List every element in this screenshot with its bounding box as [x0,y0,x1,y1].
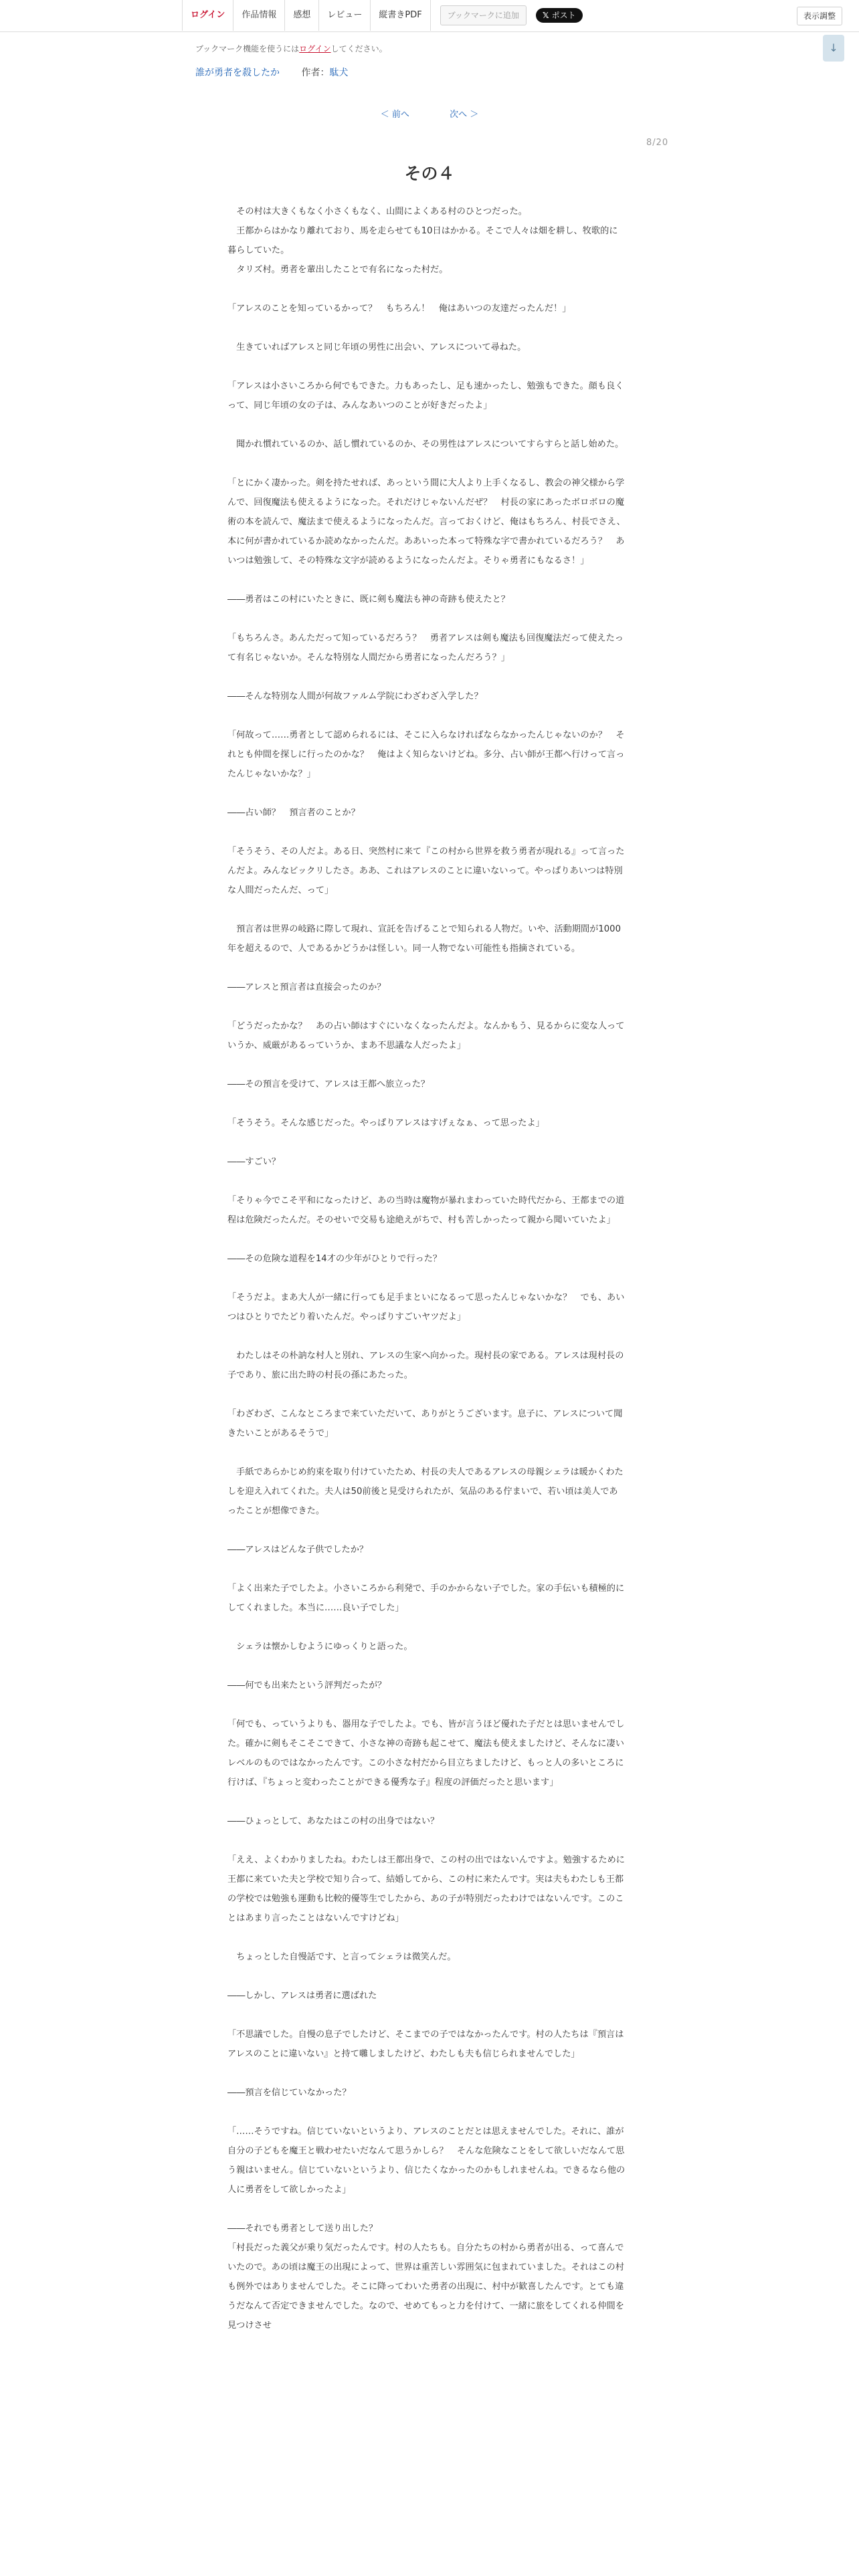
body-paragraph: 「そうそう、その人だよ。ある日、突然村に来て『この村から世界を救う勇者が現れる』って言ったんだよ。みんなビックリしたさ。ああ、これはアレスのことに違いないって。やっぱりあいつは特別な人間だったんだ、って」 [227,847,625,895]
nav-work-info[interactable]: 作品情報 [233,0,285,31]
body-paragraph: その村は大きくもなく小さくもなく、山間によくある村のひとつだった。 [227,207,527,217]
body-paragraph: ――すごい？ [227,1157,281,1167]
body-paragraph: 「もちろんさ。あんただって知っているだろう？ 勇者アレスは剣も魔法も回復魔法だって使えたって有名じゃないか。そんな特別な人間だから勇者になったんだろう？」 [227,633,624,663]
body-paragraph: ――占い師？ 預言者のことか？ [227,808,360,818]
work-info [195,66,348,79]
scroll-down-button[interactable] [823,35,844,62]
nav-review[interactable]: レビュー [319,0,371,31]
body-paragraph: ――ひょっとして、あなたはこの村の出身ではない？ [227,1816,440,1826]
body-paragraph: 生きていればアレスと同じ年頃の男性に出会い、アレスについて尋ねた。 [227,342,527,352]
body-paragraph: シェラは懐かしむようにゆっくりと語った。 [227,1642,413,1652]
notice-suffix: してください。 [330,44,387,53]
body-paragraph: 「アレスのことを知っているかって？ もちろん！ 俺はあいつの友達だったんだ！」 [227,304,571,314]
body-paragraph: 聞かれ慣れているのか、話し慣れているのか、その男性はアレスについてすらすらと話し始めた。 [227,439,624,449]
body-paragraph: 「わざわざ、こんなところまで来ていただいて、ありがとうございます。息子に、アレスについて聞きたいことがあるそうで」 [227,1409,623,1438]
body-paragraph: 「村長だった義父が乗り気だったんです。村の人たちも。自分たちの村から勇者が出る、って喜んでいたので。あの頃は魔王の出現によって、世界は重苦しい雰囲気に包まれていました。それはこの村も例外ではありませんでした。そこに降ってわいた勇者の出現に、村中が歓喜したんです。とても違うだなんて否定できませんでした。なので、せめてもっと力を付けて、一緒に旅をしてくれる仲間を見つけさせ [227,2243,624,2331]
notice-login-link[interactable]: ログイン [299,44,331,53]
next-page-link[interactable]: 次へ ＞ [450,110,479,120]
bookmark-add-button[interactable]: ブックマークに追加 [440,5,527,25]
body-paragraph: わたしはその朴訥な村人と別れ、アレスの生家へ向かった。現村長の家である。アレスは現村長の子であり、旅に出た時の村長の孫にあたった。 [227,1351,624,1380]
x-share-button[interactable] [536,8,583,23]
body-paragraph: 「アレスは小さいころから何でもできた。力もあったし、足も速かったし、勉強もできた。顔も良くって、同じ年頃の女の子は、みんなあいつのことが好きだったよ」 [227,381,624,411]
body-paragraph: ――その危険な道程を14才の少年がひとりで行った？ [227,1254,442,1264]
body-paragraph: 「そうだよ。まあ大人が一緒に行っても足手まといになるって思ったんじゃないかな？ でも、あいつはひとりでたどり着いたんだ。やっぱりすごいヤツだよ」 [227,1293,625,1322]
body-paragraph: ――アレスと預言者は直接会ったのか？ [227,982,386,992]
body-paragraph: ――しかし、アレスは勇者に選ばれた [227,1991,377,2001]
body-paragraph: ――アレスはどんな子供でしたか？ [227,1545,369,1555]
header-nav [182,0,677,31]
body-paragraph: 「何でも、っていうよりも、器用な子でしたよ。でも、皆が言うほど優れた子だとは思いませんでした。確かに剣もそこそこできて、小さな神の奇跡も起こせて、魔法も使えましたけど、そんなに凄いレベルのものではなかったんです。この小さな村だから目立ちましたけど、もっと人の多いところに行けば、『ちょっと変わったことができる優秀な子』程度の評価だったと思います」 [227,1719,625,1788]
body-paragraph: ――それでも勇者として送り出した？ [227,2224,378,2234]
body-paragraph: 「よく出来た子でしたよ。小さいころから利発で、手のかからない子でした。家の手伝いも積極的にしてくれました。本当に……良い子でした」 [227,1584,625,1613]
body-paragraph: 預言者は世界の岐路に際して現れ、宣託を告げることで知られる人物だ。いや、活動期間が1000年を超えるので、人であるかどうかは怪しい。同一人物でない可能性も指摘されている。 [227,924,621,954]
body-paragraph: ――勇者はこの村にいたときに、既に剣も魔法も神の奇跡も使えたと？ [227,595,510,605]
body-paragraph: 「不思議でした。自慢の息子でしたけど、そこまでの子ではなかったんです。村の人たちは『預言はアレスのことに違いない』と持て囃しましたけど、わたしも夫も信じられませんでした」 [227,2030,624,2059]
author-label: 作者： [301,68,330,78]
body-paragraph: 手紙であらかじめ約束を取り付けていたため、村長の夫人であるアレスの母親シェラは暖かくわたしを迎え入れてくれた。夫人は50前後と見受けられたが、気品のある佇まいで、若い頃は美人であったことが想像できた。 [227,1467,624,1516]
notice-prefix: ブックマーク機能を使うには [195,44,300,53]
body-paragraph: 「そうそう。そんな感じだった。やっぱりアレスはすげぇなぁ、って思ったよ」 [227,1118,545,1128]
novel-body [227,202,626,2335]
body-paragraph: 「ええ、よくわかりましたね。わたしは王都出身で、この村の出ではないんですよ。勉強するために王都に来ていた夫と学校で知り合って、結婚してから、この村に来たんです。実は夫もわたしも王都の学校では勉強も運動も比較的優等生でしたから、あの子が特別だったわけではないんです。このことはあまり言ったことはないんですけどね」 [227,1855,625,1923]
pager [0,107,859,120]
x-share-label: ポスト [551,11,576,20]
body-paragraph: ――預言を信じていなかった？ [227,2088,351,2098]
body-paragraph: 「……そうですね。信じていないというより、アレスのことだとは思えませんでした。それに、誰が自分の子どもを魔王と戦わせたいだなんて思うかしら？ そんな危険なことをして欲しいだなんて思う親はいません。信じていないというより、信じたくなかったのかもしれませんね。できるなら他の人に勇者をして欲しかったよ」 [227,2127,626,2195]
body-paragraph: ――何でも出来たという評判だったが？ [227,1681,387,1691]
body-paragraph: タリズ村。勇者を輩出したことで有名になった村だ。 [227,265,448,275]
top-header [0,0,859,32]
body-paragraph: 「何故って……勇者として認められるには、そこに入らなければならなかったんじゃないのか？ それとも仲間を探しに行ったのかな？ 俺はよく知らないけどね。多分、占い師が王都へ行けって言ったんじゃないかな？」 [227,730,625,779]
body-paragraph: ちょっとした自慢話です、と言ってシェラは微笑んだ。 [227,1952,456,1962]
login-notice [195,43,387,54]
body-paragraph: 「どうだったかな？ あの占い師はすぐにいなくなったんだよ。なんかもう、見るからに変な人っていうか、威厳があるっていうか、まあ不思議な人だったよ」 [227,1021,625,1051]
arrow-down-icon: ↓ [829,41,838,54]
work-title-link[interactable]: 誰が勇者を殺したか [195,68,280,78]
body-paragraph: 王都からはかなり離れており、馬を走らせても10日はかかる。そこで人々は畑を耕し、牧歌的に暮らしていた。 [227,226,618,255]
nav-vertical-pdf[interactable]: 縦書きPDF [371,0,430,31]
display-settings-button[interactable]: 表示調整 [797,7,842,25]
chapter-title: その４ [404,164,455,183]
author-link[interactable]: 駄犬 [329,68,349,78]
prev-page-link[interactable]: ＜ 前へ [380,110,409,120]
page-counter: 8/20 [646,138,669,148]
body-paragraph: ――そんな特別な人間が何故ファルム学院にわざわざ入学した？ [227,691,483,702]
body-paragraph: ――その預言を受けて、アレスは王都へ旅立った？ [227,1079,430,1089]
nav-login[interactable]: ログイン [182,0,233,31]
body-paragraph: 「そりゃ今でこそ平和になったけど、あの当時は魔物が暴れまわっていた時代だから、王都までの道程は危険だったんだ。そのせいで交易も途絶えがちで、村も苦しかったって親から聞いていたよ」 [227,1196,625,1225]
x-logo-icon: 𝕏 [542,11,549,20]
body-paragraph: 「とにかく凄かった。剣を持たせれば、あっという間に大人より上手くなるし、教会の神父様から学んで、回復魔法も使えるようになった。それだけじゃないんだぜ？ 村長の家にあったボロボロの魔術の本を読んで、魔法まで使えるようになったんだ。言っておくけど、俺はもちろん、村長でさえ、本に何が書かれているか読めなかったんだ。ああいった本って特殊な字で書かれているだろう？ あいつは勉強して、その特殊な文字が読めるようになったんだよ。そりゃ勇者にもなるさ！」 [227,478,626,566]
nav-impressions[interactable]: 感想 [285,0,319,31]
